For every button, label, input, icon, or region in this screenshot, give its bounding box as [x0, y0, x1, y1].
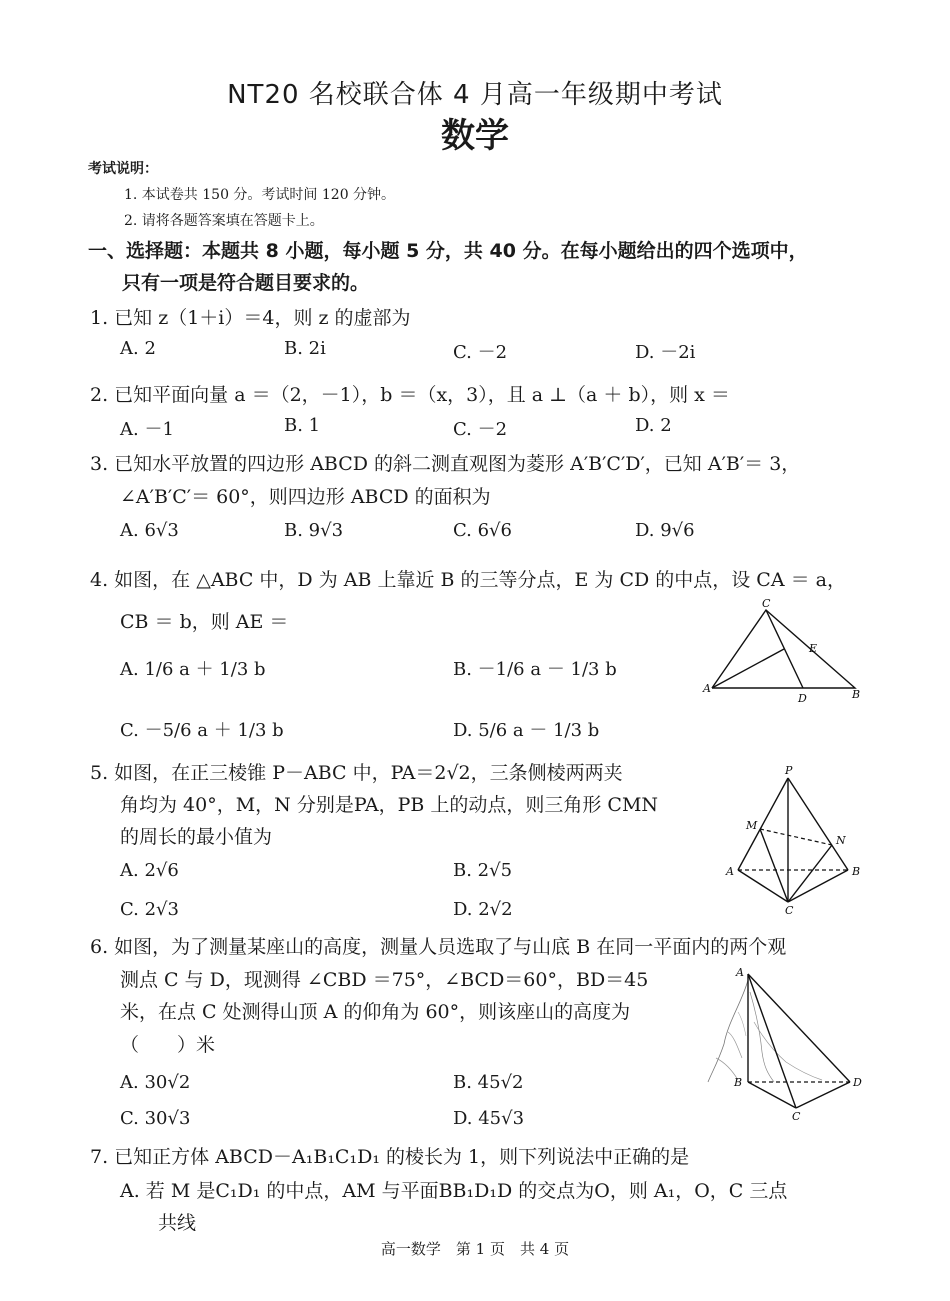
label-m: M — [746, 819, 758, 832]
section-heading: 一、选择题：本题共 8 小题，每小题 5 分，共 40 分。在每小题给出的四个选项中， — [88, 240, 808, 262]
question-3-line1: 3. 已知水平放置的四边形 ABCD 的斜二测直观图为菱形 A′B′C′D′，已知 A′B′＝ 3， — [90, 453, 801, 475]
q5-option-a: A. 2√6 — [120, 860, 179, 881]
label-b: B — [852, 688, 861, 701]
triangle-abc-figure — [700, 597, 870, 710]
label-n: N — [836, 834, 846, 847]
question-6-line2: 测点 C 与 D，现测得 ∠CBD ＝75°，∠BCD＝60°，BD＝45 — [120, 969, 649, 991]
q4-option-c: C. －5/6 a ＋ 1/3 b — [120, 720, 284, 741]
q4-option-b: B. －1/6 a － 1/3 b — [453, 659, 617, 680]
question-3-line2: ∠A′B′C′＝ 60°，则四边形 ABCD 的面积为 — [120, 486, 491, 508]
q3-option-b: B. 9√3 — [284, 520, 344, 541]
label-d: D — [798, 692, 807, 705]
label-b: B — [734, 1076, 743, 1089]
q5-option-c: C. 2√3 — [120, 899, 179, 920]
question-5-line1: 5. 如图，在正三棱锥 P－ABC 中，PA＝2√2，三条侧棱两两夹 — [90, 762, 623, 784]
q2-option-c: C. －2 — [453, 419, 508, 440]
section-heading-line2: 只有一项是符合题目要求的。 — [122, 272, 370, 294]
question-2: 2. 已知平面向量 a ＝（2，－1），b ＝（x，3），且 a ⊥（a ＋ b），则 x ＝ — [90, 384, 730, 406]
q3-option-d: D. 9√6 — [635, 520, 695, 541]
q5-option-b: B. 2√5 — [453, 860, 513, 881]
q1-option-a: A. 2 — [120, 338, 156, 359]
mountain-figure — [698, 962, 868, 1127]
label-a: A — [703, 682, 711, 695]
question-6-line1: 6. 如图，为了测量某座山的高度，测量人员选取了与山底 B 在同一平面内的两个观 — [90, 936, 787, 958]
label-d: D — [853, 1076, 862, 1089]
instructions-heading: 考试说明： — [88, 161, 158, 177]
q3-option-c: C. 6√6 — [453, 520, 512, 541]
q1-option-b: B. 2i — [284, 338, 326, 359]
label-b: B — [852, 865, 861, 878]
page-footer: 高一数学 第 1 页 共 4 页 — [380, 1240, 570, 1258]
question-5-line3: 的周长的最小值为 — [120, 826, 273, 848]
label-e: E — [809, 642, 818, 655]
question-5-line2: 角均为 40°，M，N 分别是PA，PB 上的动点，则三角形 CMN — [120, 794, 659, 816]
q1-option-d: D. －2i — [635, 342, 696, 363]
subject-title: 数学 — [441, 116, 509, 156]
q6-option-b: B. 45√2 — [453, 1072, 524, 1093]
q6-option-d: D. 45√3 — [453, 1108, 525, 1129]
question-7: 7. 已知正方体 ABCD－A₁B₁C₁D₁ 的棱长为 1，则下列说法中正确的是 — [90, 1146, 690, 1168]
instruction-item: 2. 请将各题答案填在答题卡上。 — [124, 213, 324, 229]
q5-option-d: D. 2√2 — [453, 899, 513, 920]
q4-option-a: A. 1/6 a ＋ 1/3 b — [120, 659, 266, 680]
pyramid-figure — [720, 762, 870, 922]
label-a: A — [726, 865, 734, 878]
question-7-option-a-line2: 共线 — [158, 1212, 197, 1234]
q4-option-d: D. 5/6 a － 1/3 b — [453, 720, 600, 741]
question-7-option-a-line1: A. 若 M 是C₁D₁ 的中点，AM 与平面BB₁D₁D 的交点为O，则 A₁，O，C 三点 — [120, 1180, 788, 1202]
instruction-item: 1. 本试卷共 150 分。考试时间 120 分钟。 — [124, 187, 396, 203]
q6-option-a: A. 30√2 — [120, 1072, 191, 1093]
q2-option-d: D. 2 — [635, 415, 672, 436]
label-c: C — [762, 597, 771, 610]
q6-option-c: C. 30√3 — [120, 1108, 191, 1129]
question-1: 1. 已知 z（1＋i）＝4，则 z 的虚部为 — [90, 307, 411, 329]
q1-option-c: C. －2 — [453, 342, 508, 363]
q2-option-a: A. －1 — [120, 419, 174, 440]
q2-option-b: B. 1 — [284, 415, 321, 436]
exam-title: NT20 名校联合体 4 月高一年级期中考试 — [227, 80, 723, 110]
label-p: P — [785, 764, 793, 777]
label-c: C — [785, 904, 794, 917]
q3-option-a: A. 6√3 — [120, 520, 179, 541]
question-4-line1: 4. 如图，在 △ABC 中，D 为 AB 上靠近 B 的三等分点，E 为 CD 的中点，设 CA ＝ a， — [90, 569, 846, 591]
question-6-line3: 米，在点 C 处测得山顶 A 的仰角为 60°，则该座山的高度为 — [120, 1001, 631, 1023]
label-a: A — [736, 966, 744, 979]
question-6-line4: （ ）米 — [120, 1034, 216, 1056]
label-c: C — [792, 1110, 801, 1123]
question-4-line2: CB ＝ b，则 AE ＝ — [120, 611, 289, 633]
